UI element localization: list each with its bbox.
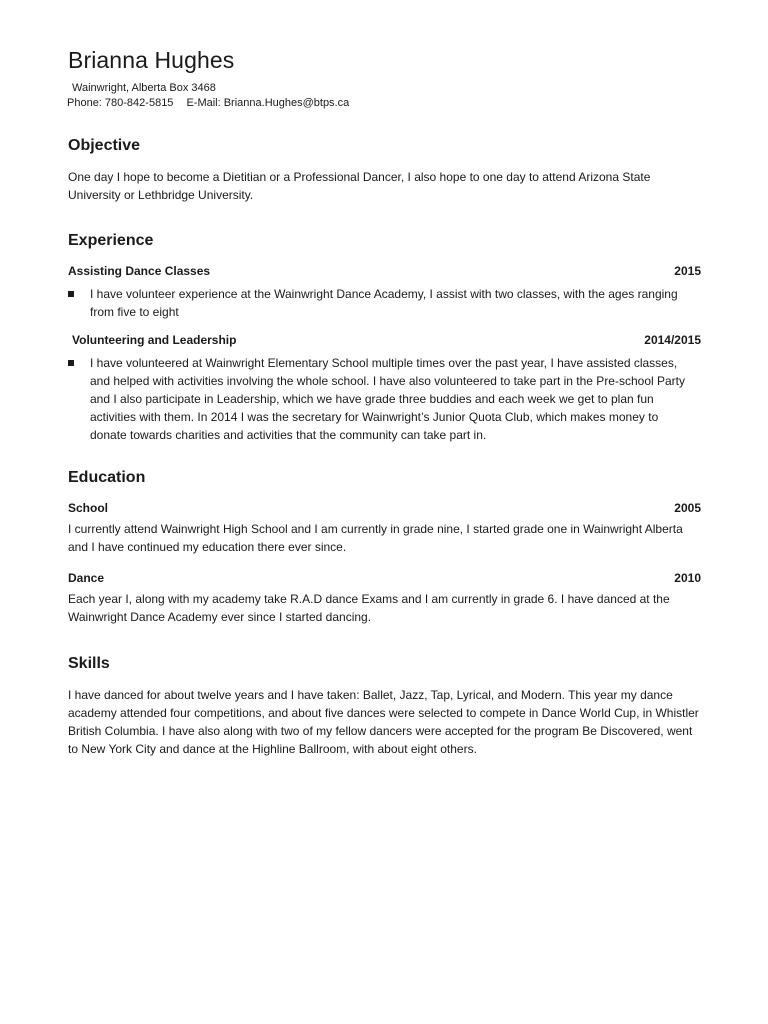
education-entry-year: 2010 (674, 571, 701, 585)
experience-heading: Experience (68, 232, 154, 249)
contact-line (67, 96, 349, 110)
objective-heading: Objective (68, 137, 141, 154)
square-bullet-icon (68, 360, 74, 366)
experience-bullet-text: I have volunteer experience at the Wainwright Dance Academy, I assist with two classes, with the ages ranging from five to eight (90, 287, 678, 319)
education-entry-text: Each year I, along with my academy take R.A.D dance Exams and I am currently in grade 6. I have danced at the Wainwright Dance Academy ever since I started dancing. (68, 592, 670, 624)
experience-entry-title: Volunteering and Leadership (72, 333, 237, 347)
education-entry-title: School (68, 501, 109, 515)
education-entry-text: I currently attend Wainwright High School and I am currently in grade nine, I started grade one in Wainwright Alberta and I have continued my education there ever since. (68, 522, 683, 554)
address-line: Wainwright, Alberta Box 3468 (72, 82, 216, 94)
resume-name: Brianna Hughes (68, 47, 235, 73)
email-address: E-Mail: Brianna.Hughes@btps.ca (186, 97, 350, 109)
experience-bullet-text: I have volunteered at Wainwright Elementary School multiple times over the past year, I have assisted classes, and helped with activities involving the whole school. I have also volunteered to take part in the Pre-school Party and I also participate in Leadership, which we have grade three buddies and each week we get to plan fun activities with them. In 2014 I was the secretary for Wainwright’s Junior Quota Club, which makes money to donate towards charities and activities that the community can take part in. (90, 356, 686, 442)
phone-number: Phone: 780-842-5815 (67, 97, 174, 109)
education-entry-year: 2005 (674, 501, 701, 515)
education-heading: Education (68, 469, 146, 486)
square-bullet-icon (68, 291, 74, 297)
experience-entry-year: 2015 (674, 264, 701, 278)
skills-text: I have danced for about twelve years and I have taken: Ballet, Jazz, Tap, Lyrical, and Modern. This year my dance academy attended four competitions, and about five dances were selected to compete in Dance World Cup, in Whistler British Columbia. I have also along with two of my fellow dancers were accepted for the program Be Discovered, went to New York City and dance at the Highline Ballroom, with about eight others. (68, 688, 699, 756)
objective-text: One day I hope to become a Dietitian or a Professional Dancer, I also hope to one day to attend Arizona State University or Lethbridge University. (68, 170, 651, 202)
skills-heading: Skills (68, 655, 110, 672)
experience-entry-title: Assisting Dance Classes (68, 264, 211, 278)
experience-entry-year: 2014/2015 (644, 333, 701, 347)
education-entry-title: Dance (68, 571, 105, 585)
